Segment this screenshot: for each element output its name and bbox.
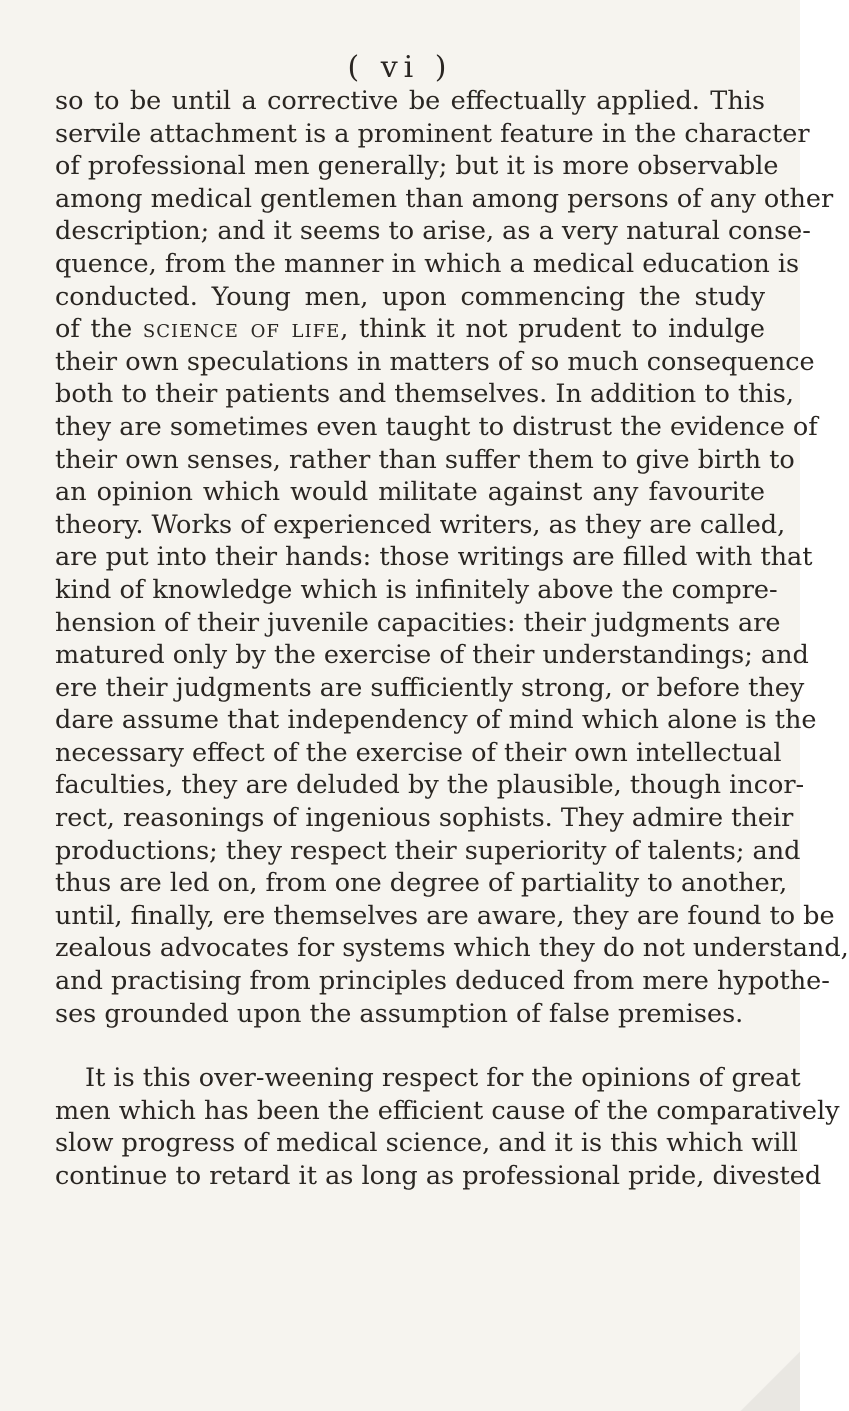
text-line: description; and it seems to arise, as a very natural conse- (55, 216, 811, 247)
page-corner-shadow (740, 1351, 800, 1411)
text-line-small-caps (55, 313, 765, 346)
text-line: It is this over-weening respect for the opinions of great (85, 1063, 801, 1094)
text-line: are put into their hands: those writings are filled with that (55, 542, 813, 573)
text-line: ere their judgments are sufficiently strong, or before they (55, 672, 805, 703)
text-line: continue to retard it as long as professional pride, divested (55, 1161, 822, 1191)
text-line: zealous advocates for systems which they do not understand, (55, 933, 849, 964)
text-line: their own speculations in matters of so much consequence (55, 346, 815, 377)
text-line: dare assume that independency of mind which alone is the (55, 705, 817, 736)
small-caps-before: of the (55, 314, 143, 345)
text-line: necessary effect of the exercise of their own intellectual (55, 737, 782, 768)
paragraph-1 (55, 85, 849, 1030)
text-line: slow progress of medical science, and it is this which will (55, 1128, 798, 1159)
text-line: rect, reasonings of ingenious sophists. They admire their (55, 803, 794, 834)
text-line: theory. Works of experienced writers, as they are called, (55, 509, 786, 540)
body-text (55, 85, 849, 1193)
text-line: ses grounded upon the assumption of false premises. (55, 998, 744, 1029)
text-line: faculties, they are deluded by the plausible, though incor- (55, 770, 805, 801)
text-line: among medical gentlemen than among persons of any other (55, 183, 834, 214)
text-line: their own senses, rather than suffer them to give birth to (55, 444, 795, 475)
text-line: they are sometimes even taught to distrust the evidence of (55, 411, 818, 442)
text-line: hension of their juvenile capacities: their judgments are (55, 607, 781, 638)
text-line: productions; they respect their superiority of talents; and (55, 835, 801, 866)
text-line: servile attachment is a prominent feature in the character (55, 118, 810, 149)
paragraph-2 (55, 1062, 840, 1192)
text-line: both to their patients and themselves. In addition to this, (55, 379, 794, 410)
text-line: and practising from principles deduced from mere hypothe- (55, 966, 830, 997)
page-number: ( vi ) (347, 50, 453, 85)
text-line: thus are led on, from one degree of partiality to another, (55, 868, 788, 899)
text-line: quence, from the manner in which a medical education is (55, 248, 800, 279)
paragraph-gap (55, 1030, 765, 1062)
text-line: matured only by the exercise of their understandings; and (55, 640, 809, 671)
text-line: an opinion which would militate against any favourite (55, 477, 765, 508)
text-line: conducted. Young men, upon commencing the study (55, 281, 765, 312)
text-line: kind of knowledge which is infinitely above the compre- (55, 574, 778, 605)
text-line: of professional men generally; but it is more observable (55, 151, 779, 182)
text-line: so to be until a corrective be effectually applied. This (55, 86, 765, 116)
text-line: men which has been the efficient cause of the comparatively (55, 1095, 840, 1126)
science-of-life-small-caps: science of life (142, 314, 341, 345)
text-line: until, finally, ere themselves are aware, they are found to be (55, 900, 835, 931)
small-caps-after: , think it not prudent to indulge (340, 314, 766, 345)
